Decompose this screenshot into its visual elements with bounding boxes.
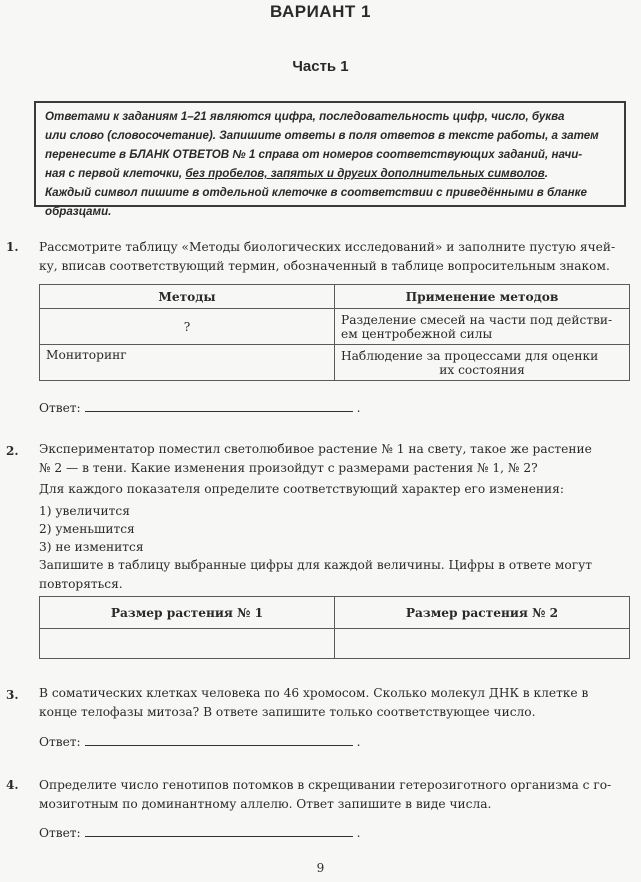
answer-line[interactable]: Ответ: . [39, 826, 361, 840]
table-cell [335, 345, 630, 381]
task-line: В соматических клетках человека по 46 хромосом. Сколько молекул ДНК в клетке в [39, 686, 589, 700]
plant-size-table [39, 596, 630, 659]
answer-label: Ответ: [39, 826, 81, 840]
table-cell: Мониторинг [40, 345, 335, 381]
variant-title: ВАРИАНТ 1 [270, 2, 371, 21]
instructions-line: или слово (словосочетание). Запишите ответы в поля ответов в тексте работы, а затем [45, 129, 599, 142]
table-header: Методы [40, 285, 335, 309]
task-line: Запишите в таблицу выбранные цифры для каждой величины. Цифры в ответе могут [39, 558, 593, 572]
answer-field[interactable] [85, 734, 353, 746]
answer-field[interactable] [85, 400, 353, 412]
table-header: Применение методов [335, 285, 630, 309]
task-line: № 2 — в тени. Какие изменения произойдут с размерами растения № 1, № 2? [39, 461, 538, 475]
instructions-line: Ответами к заданиям 1–21 являются цифра, последовательность цифр, число, буква [45, 110, 565, 123]
task-number: 3. [6, 688, 19, 702]
instructions-line: образцами. [45, 205, 112, 218]
task-4-text [39, 776, 629, 814]
table-cell-line: ем центробежной силы [341, 326, 493, 341]
instructions-text: ная с первой клеточки, [45, 167, 186, 180]
table-cell: ? [40, 309, 335, 345]
option-item: 3) не изменится [39, 540, 144, 554]
methods-table [39, 284, 630, 381]
part-title: Часть 1 [292, 58, 349, 75]
option-item: 2) уменьшится [39, 522, 135, 536]
instructions-line: Каждый символ пишите в отдельной клеточке в соответствии с приведёнными в бланке [45, 186, 587, 199]
task-line: конце телофазы митоза? В ответе запишите только соответствующее число. [39, 705, 536, 719]
page-number: 9 [316, 861, 325, 875]
option-item: 1) увеличится [39, 504, 130, 518]
instructions-box [34, 101, 626, 218]
answer-label: Ответ: [39, 401, 81, 415]
instructions-line [45, 164, 615, 183]
instructions-text: . [544, 167, 548, 180]
task-line: мозиготным по доминантному аллелю. Ответ запишите в виде числа. [39, 797, 492, 811]
answer-field[interactable] [85, 825, 353, 837]
task-line: ку, вписав соответствующий термин, обозначенный в таблице вопросительным знаком. [39, 259, 610, 273]
answer-cell[interactable] [335, 629, 630, 659]
task-number: 4. [6, 778, 19, 792]
task-number: 1. [6, 240, 19, 254]
table-cell-line: их состояния [439, 362, 525, 377]
answer-label: Ответ: [39, 735, 81, 749]
task-1-text [39, 238, 629, 276]
answer-cell[interactable] [40, 629, 335, 659]
task-2-text [39, 440, 629, 478]
table-header: Размер растения № 1 [40, 597, 335, 629]
task-line: повторяться. [39, 577, 123, 591]
task-line: Определите число генотипов потомков в скрещивании гетерозиготного организма с го- [39, 778, 612, 792]
task-line: Рассмотрите таблицу «Методы биологических исследований» и заполните пустую ячей- [39, 240, 616, 254]
instructions-underlined: без пробелов, запятых и других дополнительных символов [185, 167, 545, 180]
task-2-prompt: Для каждого показателя определите соответствующий характер его изменения: [39, 482, 564, 496]
task-line: Экспериментатор поместил светолюбивое растение № 1 на свету, такое же растение [39, 442, 592, 456]
answer-line[interactable]: Ответ: . [39, 735, 361, 749]
table-cell-line: Разделение смесей на части под действи- [341, 312, 613, 327]
table-cell-line: Наблюдение за процессами для оценки [341, 348, 599, 363]
table-header: Размер растения № 2 [335, 597, 630, 629]
task-number: 2. [6, 444, 19, 458]
instructions-line: перенесите в БЛАНК ОТВЕТОВ № 1 справа от номеров соответствующих заданий, начи- [45, 148, 583, 161]
task-2-options [39, 502, 629, 556]
task-3-text [39, 684, 629, 722]
answer-line[interactable]: Ответ: . [39, 401, 361, 415]
table-cell [335, 309, 630, 345]
task-2-fill-instructions [39, 556, 629, 594]
